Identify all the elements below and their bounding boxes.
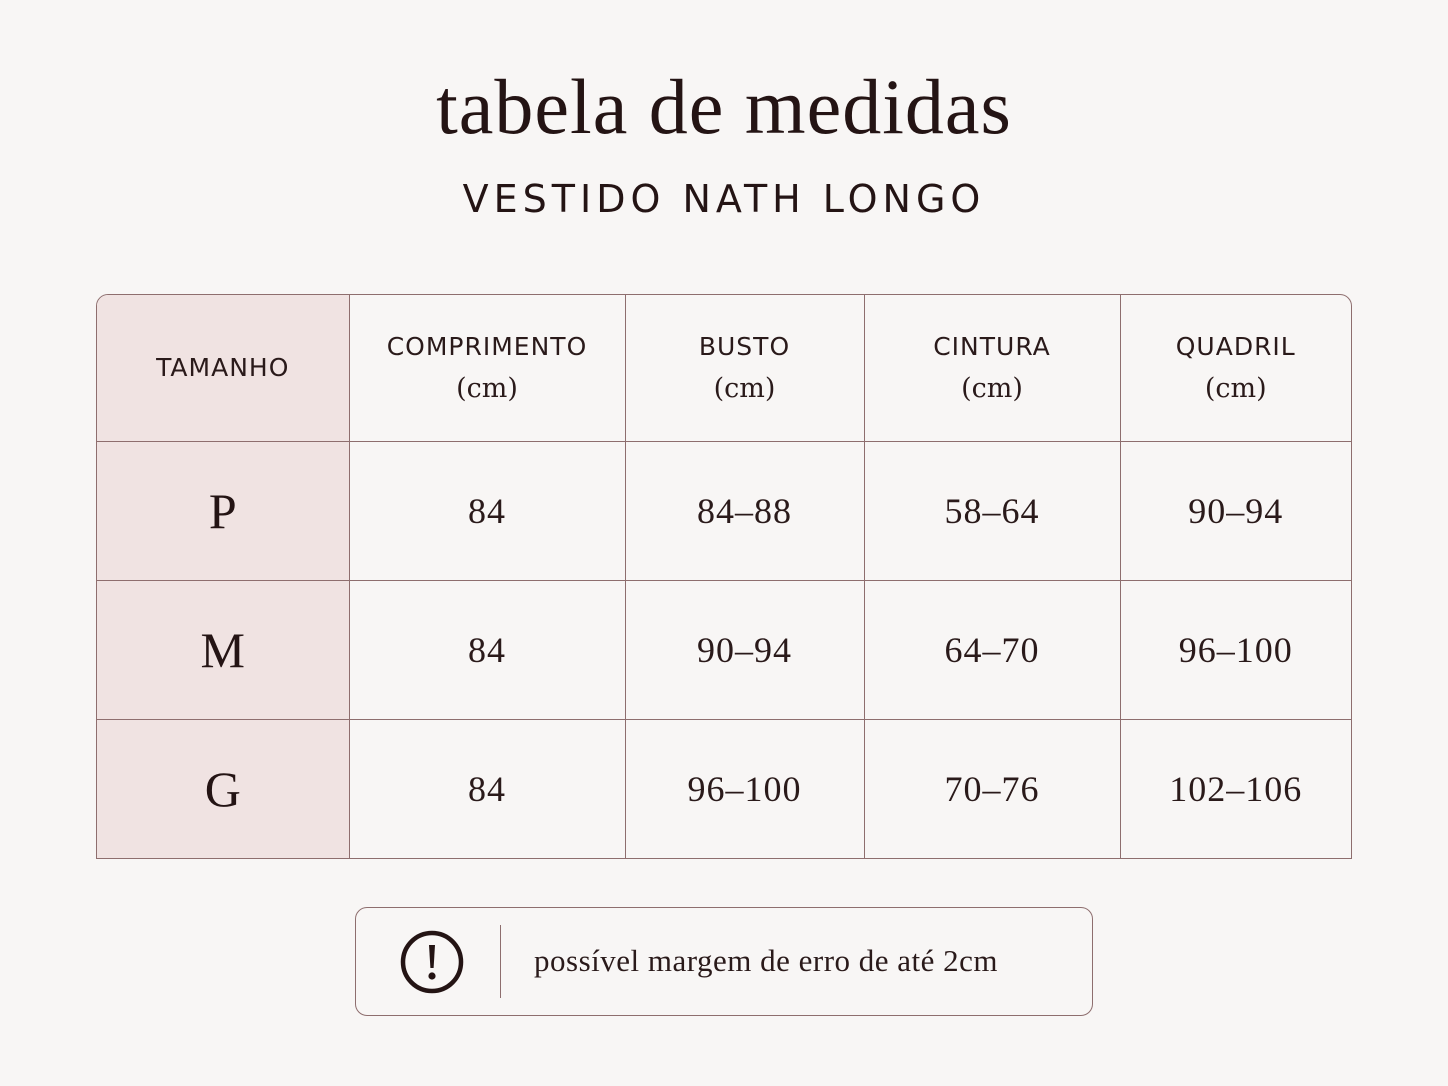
table-row	[97, 441, 1351, 580]
header-unit: (cm)	[713, 372, 776, 404]
length-cell: 84	[349, 719, 625, 858]
header-waist	[864, 295, 1120, 441]
header-label: CINTURA	[933, 331, 1051, 361]
header-size	[97, 295, 349, 441]
header-bust	[625, 295, 864, 441]
size-chart-table	[96, 294, 1352, 859]
bust-cell: 84–88	[625, 441, 864, 580]
exclamation-circle-icon	[400, 930, 464, 994]
header-unit: (cm)	[456, 372, 518, 404]
note-text: possível margem de erro de até 2cm	[534, 943, 999, 978]
hip-cell: 90–94	[1120, 441, 1351, 580]
bust-cell: 96–100	[625, 719, 864, 858]
length-cell: 84	[349, 441, 625, 580]
size-cell: G	[97, 719, 349, 858]
hip-cell: 102–106	[1120, 719, 1351, 858]
product-name: VESTIDO NATH LONGO	[462, 177, 986, 221]
header-unit: (cm)	[961, 372, 1023, 404]
header-hip	[1120, 295, 1351, 441]
header-unit: (cm)	[1204, 372, 1267, 404]
header-label: TAMANHO	[156, 352, 290, 382]
header-label: QUADRIL	[1175, 331, 1296, 361]
waist-cell: 70–76	[864, 719, 1120, 858]
size-cell: M	[97, 580, 349, 719]
bust-cell: 90–94	[625, 580, 864, 719]
header-length	[349, 295, 625, 441]
waist-cell: 58–64	[864, 441, 1120, 580]
table-row	[97, 580, 1351, 719]
header-label: COMPRIMENTO	[386, 331, 588, 361]
waist-cell: 64–70	[864, 580, 1120, 719]
page-title: tabela de medidas	[436, 63, 1012, 150]
length-cell: 84	[349, 580, 625, 719]
error-margin-note	[355, 907, 1093, 1016]
header-label: BUSTO	[698, 331, 791, 361]
size-cell: P	[97, 441, 349, 580]
table-header-row	[97, 295, 1351, 441]
hip-cell: 96–100	[1120, 580, 1351, 719]
table-row	[97, 719, 1351, 858]
note-divider	[500, 925, 501, 998]
